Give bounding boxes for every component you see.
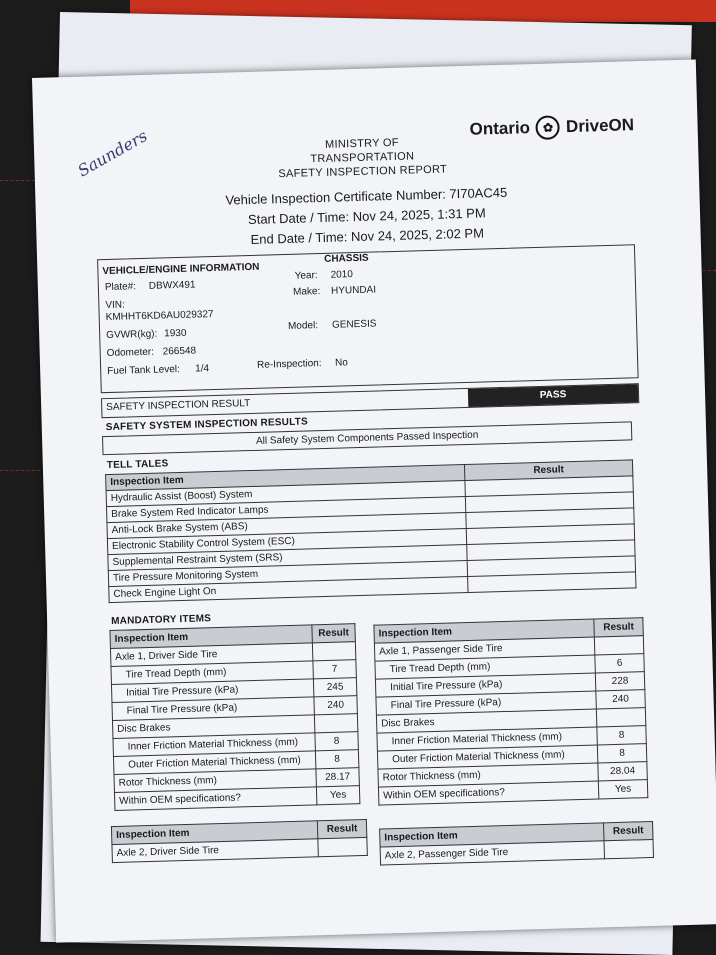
mandatory-table-right xyxy=(373,617,648,805)
safety-system-label: SAFETY SYSTEM INSPECTION RESULTS xyxy=(105,416,309,434)
empty-cell xyxy=(596,708,645,727)
trillium-icon: ✿ xyxy=(536,115,561,140)
vehicle-info-box xyxy=(97,244,639,393)
reinspection-label: Re-Inspection: xyxy=(256,358,322,371)
oem-value: Yes xyxy=(598,780,647,799)
col-result: Result xyxy=(317,819,366,838)
axle-group: Axle 1, Passenger Side Tire xyxy=(374,637,594,661)
inner-friction-value: 8 xyxy=(597,726,646,745)
tell-tale-result xyxy=(468,572,636,593)
fuel-label: Fuel Tank Level: xyxy=(107,363,180,378)
ministry-line-1: MINISTRY OF TRANSPORTATION xyxy=(310,136,415,166)
initial-pressure-label: Initial Tire Pressure (kPa) xyxy=(375,673,595,697)
outer-friction-value: 8 xyxy=(597,744,646,763)
plate-value: DBWX491 xyxy=(148,279,196,292)
col-item: Inspection Item xyxy=(111,821,317,845)
oem-label: Within OEM specifications? xyxy=(114,787,316,811)
oem-value: Yes xyxy=(316,786,359,805)
inner-friction-value: 8 xyxy=(315,732,358,751)
outer-friction-value: 8 xyxy=(315,750,358,769)
start-datetime: Start Date / Time: Nov 24, 2025, 1:31 PM xyxy=(247,205,486,228)
tell-tale-item: Brake System Red Indicator Lamps xyxy=(106,497,465,523)
certificate-number: Vehicle Inspection Certificate Number: 7I70AC45 xyxy=(225,184,508,208)
tell-tale-item: Anti-Lock Brake System (ABS) xyxy=(107,513,466,539)
tread-label: Tire Tread Depth (mm) xyxy=(111,661,313,685)
model-value: GENESIS xyxy=(331,318,377,331)
initial-pressure-label: Initial Tire Pressure (kPa) xyxy=(111,679,313,703)
ministry-heading xyxy=(272,134,453,181)
col-item: Inspection Item xyxy=(110,625,312,649)
initial-pressure-value: 228 xyxy=(595,672,644,691)
outer-friction-label: Outer Friction Material Thickness (mm) xyxy=(113,751,315,775)
outer-friction-label: Outer Friction Material Thickness (mm) xyxy=(377,745,597,769)
ontario-driveon-logo xyxy=(469,113,634,142)
chassis-title: CHASSIS xyxy=(324,252,369,265)
final-pressure-value: 240 xyxy=(314,696,357,715)
axle2-left-table xyxy=(111,819,368,863)
vehicle-section-title: VEHICLE/ENGINE INFORMATION xyxy=(102,261,260,278)
tell-tale-item: Electronic Stability Control System (ESC) xyxy=(107,529,466,555)
empty-cell xyxy=(604,839,653,858)
make-value: HYUNDAI xyxy=(330,284,377,297)
empty-cell xyxy=(314,714,357,733)
col-item: Inspection Item xyxy=(374,619,594,643)
axle2-right-table xyxy=(379,821,654,866)
tell-tale-item: Hydraulic Assist (Boost) System xyxy=(106,481,465,507)
axle2-passenger-label: Axle 2, Passenger Side Tire xyxy=(380,841,604,865)
safety-system-result: All Safety System Components Passed Inspection xyxy=(102,421,632,455)
col-result: Result xyxy=(604,821,653,840)
fuel-value: 1/4 xyxy=(195,363,210,375)
odometer-label: Odometer: xyxy=(106,346,155,360)
tell-tales-table xyxy=(105,459,636,603)
reinspection-value: No xyxy=(334,357,349,369)
disc-brakes-label: Disc Brakes xyxy=(112,715,314,739)
final-pressure-value: 240 xyxy=(596,690,645,709)
brand-ontario: Ontario xyxy=(469,118,531,139)
mandatory-table-left xyxy=(109,623,360,811)
seat-stitching xyxy=(0,470,40,471)
inner-friction-label: Inner Friction Material Thickness (mm) xyxy=(113,733,315,757)
make-label: Make: xyxy=(292,286,321,298)
tell-tales-col-result: Result xyxy=(464,460,632,481)
gvwr-value: 1930 xyxy=(164,327,187,340)
rotor-label: Rotor Thickness (mm) xyxy=(378,763,598,787)
brand-driveon: DriveON xyxy=(565,115,635,137)
safety-result-label: SAFETY INSPECTION RESULT xyxy=(106,398,251,414)
col-item: Inspection Item xyxy=(380,823,604,847)
rotor-label: Rotor Thickness (mm) xyxy=(114,769,316,793)
plate-label: Plate#: xyxy=(104,281,137,294)
tread-label: Tire Tread Depth (mm) xyxy=(375,655,595,679)
oem-label: Within OEM specifications? xyxy=(378,781,598,805)
tread-value: 6 xyxy=(595,654,644,673)
tell-tales-col-item: Inspection Item xyxy=(106,465,465,491)
tell-tale-item: Check Engine Light On xyxy=(109,577,468,603)
rotor-value: 28.17 xyxy=(316,768,359,787)
empty-cell xyxy=(312,642,355,661)
signature: Saunders xyxy=(74,126,151,181)
gvwr-label: GVWR(kg): xyxy=(106,328,158,342)
col-result: Result xyxy=(594,618,643,637)
model-label: Model: xyxy=(287,320,319,332)
end-datetime: End Date / Time: Nov 24, 2025, 2:02 PM xyxy=(250,225,485,247)
tell-tale-item: Tire Pressure Monitoring System xyxy=(108,561,467,587)
vin-value: KMHHT6KD6AU029327 xyxy=(105,309,214,324)
certificate-block xyxy=(225,183,508,251)
tell-tales-title: TELL TALES xyxy=(106,458,169,472)
col-result: Result xyxy=(312,624,355,643)
final-pressure-label: Final Tire Pressure (kPa) xyxy=(112,697,314,721)
year-label: Year: xyxy=(294,270,318,282)
rotor-value: 28.04 xyxy=(598,762,647,781)
axle-group: Axle 1, Driver Side Tire xyxy=(110,643,312,667)
tell-tale-item: Supplemental Restraint System (SRS) xyxy=(108,545,467,571)
final-pressure-label: Final Tire Pressure (kPa) xyxy=(376,691,596,715)
tread-value: 7 xyxy=(313,660,356,679)
empty-cell xyxy=(318,837,367,856)
ministry-line-2: SAFETY INSPECTION REPORT xyxy=(278,163,448,181)
empty-cell xyxy=(594,636,643,655)
vin-label: VIN: xyxy=(105,299,125,312)
inner-friction-label: Inner Friction Material Thickness (mm) xyxy=(377,727,597,751)
pass-badge: PASS xyxy=(468,384,638,407)
disc-brakes-label: Disc Brakes xyxy=(376,709,596,733)
initial-pressure-value: 245 xyxy=(313,678,356,697)
odometer-value: 266548 xyxy=(162,345,197,358)
year-value: 2010 xyxy=(330,269,354,281)
axle2-driver-label: Axle 2, Driver Side Tire xyxy=(112,839,318,863)
inspection-report-sheet xyxy=(32,59,716,942)
mandatory-items-title: MANDATORY ITEMS xyxy=(111,613,212,627)
